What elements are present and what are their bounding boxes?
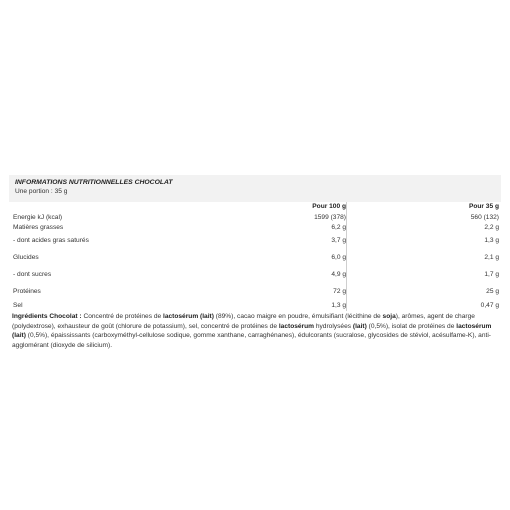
header-per-35g: Pour 35 g	[468, 203, 499, 211]
table-row	[11, 267, 501, 284]
row-label: Energie kJ (kcal)	[13, 213, 63, 221]
ingredients-part: (0,5%), épaississants (carboxyméthyl-cellulose sodique, gomme xanthane, carraghénanes), édulcorants (sucralose, glycosides de stéviol, acésulfame-K), anti-agglomérant (dioxyde de silicium).	[12, 332, 492, 349]
row-label: Protéines	[13, 288, 41, 296]
row-value-35g: 1,3 g	[484, 237, 499, 245]
row-value-35g: 2,2 g	[484, 223, 499, 231]
row-value-35g: 1,7 g	[484, 271, 499, 279]
row-label: - dont sucres	[13, 271, 52, 279]
row-value-35g: 0,47 g	[480, 301, 499, 309]
ingredients-part: (0,5%), isolat de protéines de	[366, 322, 457, 330]
row-label: Matières grasses	[13, 223, 64, 231]
row-value-100g: 6,2 g	[331, 223, 346, 231]
nutrition-table	[11, 202, 501, 311]
row-value-100g: 6,0 g	[331, 254, 346, 262]
row-value-100g: 1,3 g	[331, 301, 346, 309]
nutrition-panel	[9, 175, 501, 350]
allergen-highlight: lactosérum (lait)	[163, 313, 214, 320]
portion-size: Une portion : 35 g	[15, 188, 68, 196]
table-row	[11, 213, 501, 223]
header-per-100g: Pour 100 g	[312, 203, 346, 211]
table-row	[11, 233, 501, 250]
table-row	[11, 223, 501, 233]
row-label: Sel	[13, 301, 23, 309]
panel-header	[9, 175, 501, 202]
panel-title: INFORMATIONS NUTRITIONNELLES CHOCOLAT	[15, 179, 173, 186]
ingredients-part: (89%), cacao maigre en poudre, émulsifiant (lécithine de	[213, 313, 383, 320]
row-value-100g: 3,7 g	[331, 237, 346, 245]
allergen-highlight: lactosérum	[278, 322, 315, 330]
table-row	[11, 250, 501, 267]
row-value-35g: 25 g	[486, 288, 499, 296]
ingredients-part: ), arômes, agent de charge (polydextrose), exhausteur de goût (chlorure de potassium), sel, concentré de protéines de	[12, 313, 475, 330]
row-label: - dont acides gras saturés	[13, 237, 89, 245]
ingredients-heading: Ingrédients Chocolat :	[12, 313, 82, 320]
table-header-row	[11, 202, 501, 213]
header-label-empty	[11, 202, 271, 213]
row-label: Glucides	[13, 254, 39, 262]
table-row	[11, 284, 501, 301]
ingredients-text	[9, 312, 499, 350]
ingredients-part: hydrolysées	[314, 322, 353, 330]
table-row	[11, 301, 501, 311]
row-value-35g: 2,1 g	[484, 254, 499, 262]
row-value-35g: 560 (132)	[470, 213, 499, 221]
row-value-100g: 72 g	[333, 288, 346, 296]
ingredients-part: Concentré de protéines de	[81, 313, 163, 320]
allergen-highlight: lactosérum (lait)	[12, 322, 492, 339]
allergen-highlight: soja	[382, 313, 396, 320]
allergen-highlight: (lait)	[352, 322, 367, 330]
row-value-100g: 4,9 g	[331, 271, 346, 279]
row-value-100g: 1599 (378)	[314, 213, 346, 221]
